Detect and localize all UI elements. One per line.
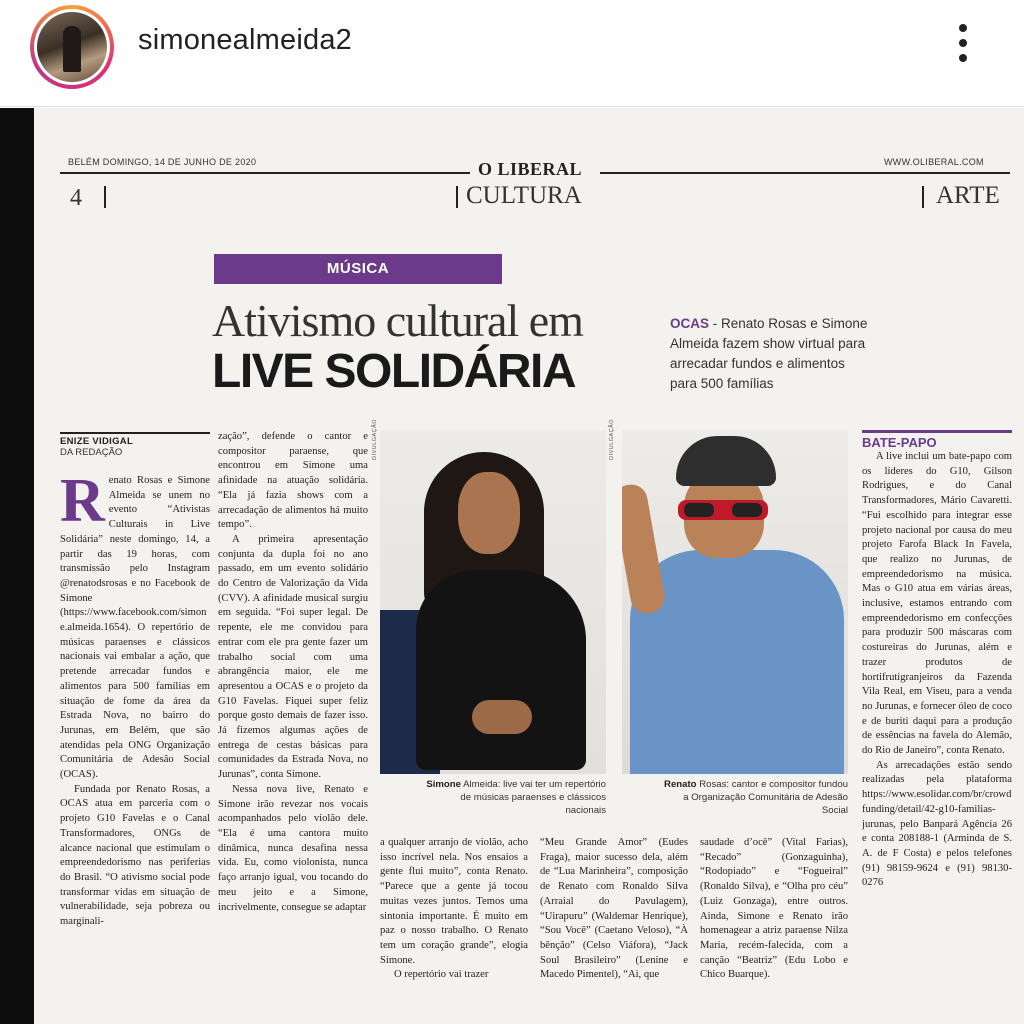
photo-credit: DIVULGAÇÃO (609, 418, 615, 460)
kicker: MÚSICA (214, 254, 502, 284)
sidebar-column (862, 450, 1012, 1024)
article-column-4 (540, 836, 688, 1024)
subsection-name: ARTE (936, 182, 1000, 209)
page-binding (0, 108, 34, 1024)
divider (922, 186, 924, 208)
newspaper-photo (0, 108, 1024, 1024)
photo-credit: DIVULGAÇÃO (372, 418, 378, 460)
paragraph: “Meu Grande Amor” (Eudes Fraga), maior sucesso dela, além de “Lua Marinheira”, composição de Renato com Ronaldo Silva (Arraial do Pavulagem), “Uirapuru” (Waldemar Henrique), “Sou Você” (Caetano Veloso), “À bênção” (Celso Viáfora), “Jack Soul Brasileiro” (Lenine e Macedo Pimentel), “Ai, que (540, 837, 688, 981)
article-column-5 (700, 836, 848, 1024)
headline-line2: LIVE SOLIDÁRIA (212, 345, 576, 398)
header-rule-right (600, 172, 1010, 174)
paragraph: A live inclui um bate-papo com os líderes do G10, Gilson Rodrigues, e do Canal Transformadores, Mário Cavaretti. “Fui escolhido para integrar esse projeto nacional por causa do meu projeto Farofa Black In Favela, que realizo no Jurunas, de empreendedorismo na música. Mas o G10 atua em várias áreas, inclusive, estamos entrando com empreendedorismo em confecções para produzir 500 máscaras com costureiras do Jurunas, além e trazer produtos de hortifrutigranjeiros da Fazenda Vila Real, em Viseu, para a venda no Jurunas, e fornecer óleo de coco e de buriti daqui para a produção de essências na favela do Alemão, do Rio de Janeiro”, conta Renato. (862, 451, 1012, 757)
photo-caption-renato: Renato Rosas: cantor e compositor fundou a Organização Comunitária de Adesão Social (664, 779, 848, 816)
paragraph: enato Rosas e Simone Almeida se unem no evento “Ativistas Culturais in Live Solidária” neste domingo, 14, a partir das 19 horas, com transmissão pelo Instagram @renatodsrosas e no Facebook de Simone (https://www.facebook.com/simone.almeida.1654). O repertório de músicas paraenses e clássicos nacionais vai embalar a ação, que pretende arrecadar fundos e alimentos para 500 famílias em situação de fome da área da Estrada Nova, no bairro do Jurunas, em Belém, que são atendidas pela ONG Organização Comunitária de Adesão Social (OCAS). (60, 475, 210, 781)
headline-line1: Ativismo cultural em (212, 295, 583, 346)
username-link[interactable]: simonealmeida2 (138, 24, 352, 56)
photo-renato (622, 430, 848, 774)
byline-name: ENIZE VIDIGAL (60, 436, 134, 447)
paragraph: Nessa nova live, Renato e Simone irão revezar nos vocais acompanhados pelo violão dele. “Ela é uma cantora muito dinâmica, nunca desafina nessa vida. Eu, como violonista, nunca faço arranjo igual, vou tocando do meu jeito e a Simone, incrivelmente, consegue se adaptar (218, 783, 368, 913)
paragraph: a qualquer arranjo de violão, acho isso incrível nela. Nos ensaios a gente flui muito”, conta Renato. “Parece que a gente já tocou muitas vezes juntos. Temos uma sintonia importante. É muito em paz o nosso trabalho. O Renato tem um coração grande”, elogia Simone. (380, 837, 528, 966)
masthead: O LIBERAL (478, 159, 583, 179)
paragraph: zação”, defende o cantor e compositor paraense, que encontrou em Simone uma afinidade na atuação solidária. “Ela já fazia shows com a arrecadação de alimentos há muito tempo”. (218, 431, 368, 531)
dek (670, 314, 870, 394)
paragraph: saudade d’ocê” (Vital Farias), “Recado” (Gonzaguinha), “Rodopiado” e “Fogueiral” (Ronaldo Silva), e “Olha pro céu” (Luiz Gonzaga), entre outros. Ainda, Simone e Renato irão homenagear a atriz paraense Nilza Maria, recém-falecida, com a canção “Beatriz” (Edu Lobo e Chico Buarque). (700, 837, 848, 981)
header-rule-left (60, 172, 470, 174)
paragraph: Fundada por Renato Rosas, a OCAS atua em parceria com o projeto G10 Favelas e o Canal Transformadores, ONGs de alcance nacional que estimulam o empreendedorismo nas periferias do Brasil. “O ativismo social pode transformar vidas em situação de vulnerabilidade, seja pobreza ou marginali- (60, 783, 210, 928)
article-column-2 (218, 430, 368, 1024)
paragraph: A primeira apresentação conjunta da dupla foi no ano passado, em um evento solidário do Centro de Valorização da Vida (CVV). A afinidade musical surgiu em seguida. “Foi super legal. De repente, ele me convidou para entrar com ele pra gente fazer um trabalho social com uma abrangência maior, ele me apresentou a OCAS e o projeto da G10 Favelas. Fiquei super feliz porque gosto demais de fazer isso. Já fizemos algumas ações de entrega de cestas básicas para comunidades da Estrada Nova, no Jurunas”, conta Simone. (218, 533, 368, 781)
divider (456, 186, 458, 208)
dropcap: R (60, 474, 105, 535)
page-number: 4 (70, 185, 82, 211)
paragraph: As arrecadações estão sendo realizadas pela plataforma https://www.esolidar.com/br/crowdfunding/detail/42-g10-familias-jurunas, pelo Banpará Agência 26 e conta 208188-1 (Arminda de S. A. de F Costa) e pelos telefones (91) 98159-9624 e (91) 98130-0276 (862, 759, 1012, 889)
photo-simone (380, 430, 606, 774)
paragraph: O repertório vai trazer (394, 969, 489, 981)
dek-text: - Renato Rosas e Simone Almeida fazem show virtual para arrecadar fundos e alimentos para 500 famílias (670, 316, 868, 391)
dek-lead: OCAS (670, 316, 710, 331)
more-options-icon[interactable] (954, 24, 972, 68)
photo-caption-simone: Simone Almeida: live vai ter um repertório de músicas paraenses e clássicos nacionais (426, 779, 606, 816)
sidebar-heading: BATE-PAPO (862, 430, 1012, 450)
divider (104, 186, 106, 208)
avatar[interactable] (30, 5, 114, 89)
byline-role: DA REDAÇÃO (60, 447, 123, 458)
avatar-image (37, 12, 107, 82)
article-column-3 (380, 836, 528, 1024)
article-column-1 (60, 474, 210, 1024)
website: WWW.OLIBERAL.COM (884, 157, 984, 167)
byline (60, 432, 210, 458)
section-name: CULTURA (466, 182, 582, 209)
post-header (0, 0, 1024, 107)
dateline: BELÉM DOMINGO, 14 DE JUNHO DE 2020 (68, 157, 257, 167)
